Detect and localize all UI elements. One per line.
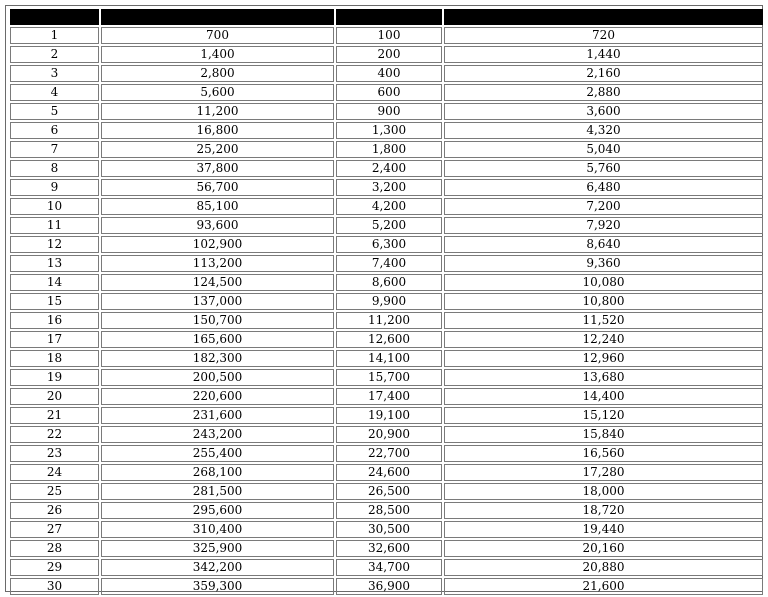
header-cell <box>444 9 763 25</box>
table-cell: 6,300 <box>336 236 442 253</box>
table-cell: 8 <box>10 160 99 177</box>
table-cell: 21,600 <box>444 578 763 595</box>
table-cell: 12,240 <box>444 331 763 348</box>
table-row <box>10 274 763 291</box>
table-cell: 243,200 <box>101 426 334 443</box>
table-cell: 7 <box>10 141 99 158</box>
table-cell: 600 <box>336 84 442 101</box>
table-cell: 10,800 <box>444 293 763 310</box>
table-cell: 3,200 <box>336 179 442 196</box>
table-row <box>10 426 763 443</box>
table-cell: 5,200 <box>336 217 442 234</box>
table-row <box>10 502 763 519</box>
table-cell: 6,480 <box>444 179 763 196</box>
table-cell: 7,920 <box>444 217 763 234</box>
table-cell: 2,160 <box>444 65 763 82</box>
table-cell: 37,800 <box>101 160 334 177</box>
table-cell: 28 <box>10 540 99 557</box>
table-row <box>10 331 763 348</box>
table-cell: 11,520 <box>444 312 763 329</box>
table-row <box>10 65 763 82</box>
table-cell: 34,700 <box>336 559 442 576</box>
table-cell: 14 <box>10 274 99 291</box>
table-cell: 11,200 <box>101 103 334 120</box>
table-cell: 17,280 <box>444 464 763 481</box>
table-row <box>10 445 763 462</box>
table-cell: 700 <box>101 27 334 44</box>
table-cell: 9 <box>10 179 99 196</box>
table-body <box>10 9 763 595</box>
table-row <box>10 103 763 120</box>
table-cell: 30,500 <box>336 521 442 538</box>
table-cell: 13,680 <box>444 369 763 386</box>
table-cell: 22,700 <box>336 445 442 462</box>
table-cell: 12 <box>10 236 99 253</box>
header-row <box>10 9 763 25</box>
table-cell: 137,000 <box>101 293 334 310</box>
table-cell: 7,200 <box>444 198 763 215</box>
table-cell: 32,600 <box>336 540 442 557</box>
table-cell: 6 <box>10 122 99 139</box>
table-row <box>10 350 763 367</box>
table-row <box>10 293 763 310</box>
header-cell <box>101 9 334 25</box>
table-cell: 1,440 <box>444 46 763 63</box>
table-cell: 8,600 <box>336 274 442 291</box>
table-cell: 2,800 <box>101 65 334 82</box>
table-cell: 12,600 <box>336 331 442 348</box>
table-cell: 268,100 <box>101 464 334 481</box>
table-cell: 150,700 <box>101 312 334 329</box>
table-cell: 15 <box>10 293 99 310</box>
table-cell: 27 <box>10 521 99 538</box>
table-cell: 21 <box>10 407 99 424</box>
table-cell: 20,900 <box>336 426 442 443</box>
table-cell: 200 <box>336 46 442 63</box>
table-cell: 15,700 <box>336 369 442 386</box>
table-cell: 4,320 <box>444 122 763 139</box>
table-row <box>10 141 763 158</box>
table-cell: 400 <box>336 65 442 82</box>
table-cell: 14,100 <box>336 350 442 367</box>
table-cell: 16 <box>10 312 99 329</box>
table-cell: 255,400 <box>101 445 334 462</box>
table-row <box>10 160 763 177</box>
table-cell: 295,600 <box>101 502 334 519</box>
table-cell: 1,800 <box>336 141 442 158</box>
table-cell: 3,600 <box>444 103 763 120</box>
table-row <box>10 407 763 424</box>
table-cell: 281,500 <box>101 483 334 500</box>
table-cell: 24,600 <box>336 464 442 481</box>
table-row <box>10 198 763 215</box>
table-cell: 310,400 <box>101 521 334 538</box>
table-cell: 26,500 <box>336 483 442 500</box>
table-row <box>10 27 763 44</box>
table-cell: 36,900 <box>336 578 442 595</box>
table-row <box>10 255 763 272</box>
table-cell: 18 <box>10 350 99 367</box>
table-cell: 12,960 <box>444 350 763 367</box>
table-cell: 22 <box>10 426 99 443</box>
table-cell: 19 <box>10 369 99 386</box>
table-cell: 2,880 <box>444 84 763 101</box>
table-row <box>10 46 763 63</box>
table-cell: 182,300 <box>101 350 334 367</box>
table-cell: 165,600 <box>101 331 334 348</box>
table-cell: 1,300 <box>336 122 442 139</box>
table-row <box>10 312 763 329</box>
table-row <box>10 236 763 253</box>
table-row <box>10 369 763 386</box>
table-cell: 26 <box>10 502 99 519</box>
table-cell: 20 <box>10 388 99 405</box>
table-cell: 900 <box>336 103 442 120</box>
table-cell: 11,200 <box>336 312 442 329</box>
table-cell: 200,500 <box>101 369 334 386</box>
table-cell: 102,900 <box>101 236 334 253</box>
table-cell: 2 <box>10 46 99 63</box>
table-row <box>10 483 763 500</box>
table-cell: 2,400 <box>336 160 442 177</box>
table-cell: 5,040 <box>444 141 763 158</box>
table-cell: 15,840 <box>444 426 763 443</box>
table-row <box>10 578 763 595</box>
table-cell: 5,600 <box>101 84 334 101</box>
table-cell: 10,080 <box>444 274 763 291</box>
table-cell: 23 <box>10 445 99 462</box>
table-cell: 24 <box>10 464 99 481</box>
table-cell: 3 <box>10 65 99 82</box>
table-cell: 8,640 <box>444 236 763 253</box>
table-cell: 359,300 <box>101 578 334 595</box>
table-cell: 28,500 <box>336 502 442 519</box>
table-cell: 16,560 <box>444 445 763 462</box>
table-cell: 231,600 <box>101 407 334 424</box>
table-cell: 4 <box>10 84 99 101</box>
table-cell: 25,200 <box>101 141 334 158</box>
data-table <box>8 7 765 597</box>
table-cell: 17,400 <box>336 388 442 405</box>
table-row <box>10 179 763 196</box>
table-cell: 220,600 <box>101 388 334 405</box>
table-cell: 124,500 <box>101 274 334 291</box>
table-cell: 15,120 <box>444 407 763 424</box>
table-row <box>10 540 763 557</box>
table-cell: 7,400 <box>336 255 442 272</box>
table-cell: 13 <box>10 255 99 272</box>
table-cell: 10 <box>10 198 99 215</box>
table-cell: 25 <box>10 483 99 500</box>
table-cell: 17 <box>10 331 99 348</box>
table-cell: 100 <box>336 27 442 44</box>
header-cell <box>336 9 442 25</box>
table-cell: 19,440 <box>444 521 763 538</box>
table-row <box>10 388 763 405</box>
table-cell: 1,400 <box>101 46 334 63</box>
table-cell: 325,900 <box>101 540 334 557</box>
table-cell: 20,880 <box>444 559 763 576</box>
table-cell: 5 <box>10 103 99 120</box>
table-cell: 16,800 <box>101 122 334 139</box>
table-cell: 19,100 <box>336 407 442 424</box>
table-cell: 11 <box>10 217 99 234</box>
table-cell: 56,700 <box>101 179 334 196</box>
table-row <box>10 559 763 576</box>
table-frame <box>5 5 763 592</box>
table-cell: 93,600 <box>101 217 334 234</box>
table-row <box>10 84 763 101</box>
table-cell: 29 <box>10 559 99 576</box>
table-cell: 18,720 <box>444 502 763 519</box>
table-cell: 720 <box>444 27 763 44</box>
table-cell: 14,400 <box>444 388 763 405</box>
table-cell: 1 <box>10 27 99 44</box>
table-cell: 113,200 <box>101 255 334 272</box>
table-cell: 18,000 <box>444 483 763 500</box>
table-row <box>10 122 763 139</box>
header-cell <box>10 9 99 25</box>
table-row <box>10 464 763 481</box>
table-cell: 20,160 <box>444 540 763 557</box>
table-cell: 342,200 <box>101 559 334 576</box>
table-cell: 30 <box>10 578 99 595</box>
table-cell: 9,360 <box>444 255 763 272</box>
table-cell: 85,100 <box>101 198 334 215</box>
table-cell: 5,760 <box>444 160 763 177</box>
table-row <box>10 521 763 538</box>
table-cell: 4,200 <box>336 198 442 215</box>
table-row <box>10 217 763 234</box>
table-cell: 9,900 <box>336 293 442 310</box>
